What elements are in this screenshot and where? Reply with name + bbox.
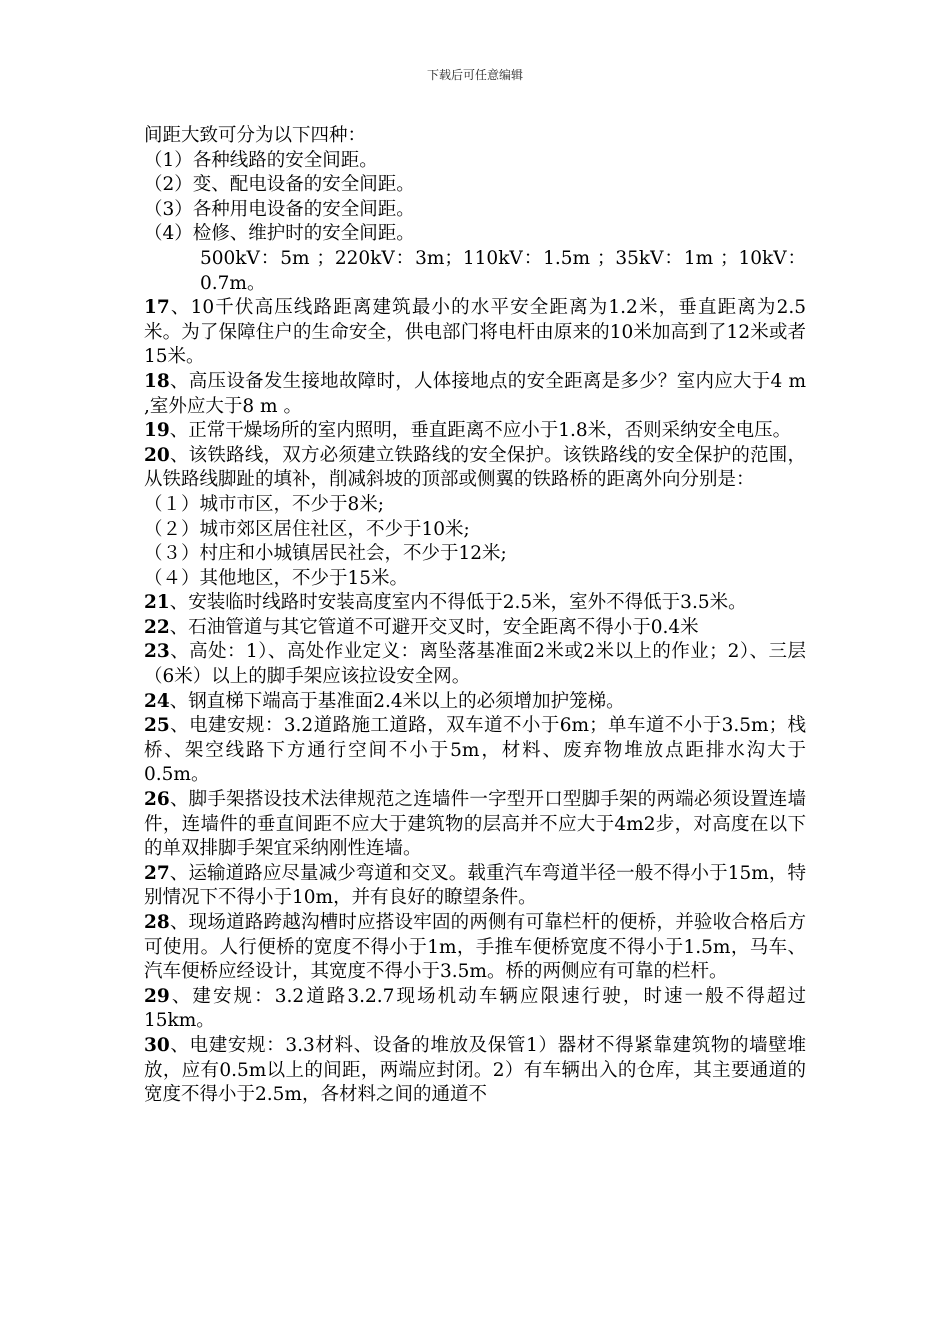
paragraph-number: 19 [144, 420, 170, 442]
paragraph-text: 、10千伏高压线路距离建筑最小的水平安全距离为1.2米，垂直距离为2.5米。为了保障住户的生命安全，供电部门将电杆由原来的10米加高到了12米或者15米。 [144, 297, 806, 368]
paragraph-text: （1）各种线路的安全间距。 [144, 149, 378, 171]
paragraph-text: 、脚手架搭设技术法律规范之连墙件一字型开口型脚手架的两端必须设置连墙件，连墙件的垂直间距不应大于建筑物的层高并不应大于4m2步，对高度在以下的单双排脚手架宜采纳刚性连墙。 [144, 789, 806, 860]
paragraph-text: （2）变、配电设备的安全间距。 [144, 174, 415, 196]
numbered-paragraph [144, 911, 806, 985]
paragraph-text: 、高处：1）、高处作业定义：离坠落基准面2米或2米以上的作业；2）、三层（6米）以上的脚手架应该拉设安全网。 [144, 641, 806, 688]
paragraph [144, 222, 806, 247]
paragraph-number: 28 [144, 912, 170, 933]
paragraph-text: 、该铁路线，双方必须建立铁路线的安全保护。该铁路线的安全保护的范围，从铁路线脚趾的填补，削减斜坡的顶部或侧翼的铁路桥的距离外向分别是： [144, 444, 806, 491]
paragraph [144, 518, 806, 543]
page-header: 下载后可任意编辑 [426, 68, 523, 82]
document-body [144, 124, 806, 1108]
numbered-paragraph [144, 714, 806, 788]
paragraph [144, 493, 806, 518]
paragraph-text: （4）检修、维护时的安全间距。 [144, 223, 415, 245]
paragraph-number: 27 [144, 862, 170, 884]
paragraph-text: （４）其他地区，不少于15米。 [144, 567, 409, 589]
paragraph [144, 149, 806, 174]
paragraph-text: （３）村庄和小城镇居民社会，不少于12米; [144, 543, 507, 565]
paragraph-number: 25 [144, 715, 170, 737]
numbered-paragraph [144, 690, 806, 715]
paragraph [144, 124, 806, 149]
numbered-paragraph [144, 640, 806, 689]
numbered-paragraph [144, 616, 806, 641]
paragraph-text: （２）城市郊区居住社区，不少于10米; [144, 518, 470, 540]
paragraph-text: 、建安规：3.2道路3.2.7现场机动车辆应限速行驶，时速一般不得超过15km。 [144, 985, 806, 1032]
paragraph-text: （１）城市市区，不少于8米; [144, 493, 385, 515]
numbered-paragraph [144, 985, 806, 1034]
paragraph-text: 、运输道路应尽量减少弯道和交叉。载重汽车弯道半径一般不得小于15m，特别情况下不得小于10m，并有良好的瞭望条件。 [144, 862, 806, 909]
paragraph-number: 18 [144, 370, 170, 392]
paragraph-text: 、钢直梯下端高于基准面2.4米以上的必须增加护笼梯。 [169, 690, 625, 712]
paragraph-text: 500kV：5m ；220kV：3m；110kV：1.5m ；35kV：1m ；10kV：0.7m。 [200, 247, 806, 294]
paragraph-number: 20 [144, 444, 170, 466]
paragraph-text: （3）各种用电设备的安全间距。 [144, 198, 415, 220]
paragraph-number: 23 [144, 641, 170, 663]
paragraph-text: 、石油管道与其它管道不可避开交叉时，安全距离不得小于0.4米 [169, 616, 699, 638]
paragraph [144, 173, 806, 198]
paragraph-number: 29 [144, 985, 170, 1007]
paragraph-number: 26 [144, 789, 170, 811]
paragraph [144, 247, 806, 296]
numbered-paragraph [144, 862, 806, 911]
numbered-paragraph [144, 296, 806, 370]
numbered-paragraph [144, 444, 806, 493]
paragraph [144, 567, 806, 592]
numbered-paragraph [144, 788, 806, 862]
paragraph-text: 、高压设备发生接地故障时，人体接地点的安全距离是多少？室内应大于4 m ,室外应大于8 m 。 [144, 370, 806, 417]
paragraph [144, 198, 806, 223]
paragraph-text: 间距大致可分为以下四种： [144, 125, 367, 146]
paragraph-number: 24 [144, 690, 170, 712]
numbered-paragraph [144, 419, 806, 444]
paragraph-text: 、正常干燥场所的室内照明，垂直距离不应小于1.8米，否则采纳安全电压。 [169, 420, 792, 442]
numbered-paragraph [144, 1034, 806, 1108]
paragraph-text: 、安装临时线路时安装高度室内不得低于2.5米，室外不得低于3.5米。 [169, 592, 747, 614]
paragraph [144, 542, 806, 567]
paragraph-text: 、现场道路跨越沟槽时应搭设牢固的两侧有可靠栏杆的便桥，并验收合格后方可使用。人行便桥的宽度不得小于1m，手推车便桥宽度不得小于1.5m，马车、汽车便桥应经设计，其宽度不得小于3.5m。桥的两侧应有可靠的栏杆。 [144, 912, 806, 983]
paragraph-text: 、电建安规：3.3材料、设备的堆放及保管1）器材不得紧靠建筑物的墙壁堆放，应有0.5m以上的间距，两端应封闭。2）有车辆出入的仓库，其主要通道的宽度不得小于2.5m，各材料之间的通道不 [144, 1034, 806, 1106]
paragraph-number: 21 [144, 592, 170, 614]
numbered-paragraph [144, 370, 806, 419]
paragraph-number: 17 [144, 297, 170, 319]
paragraph-number: 30 [144, 1034, 170, 1056]
paragraph-text: 、电建安规：3.2道路施工道路，双车道不小于6m；单车道不小于3.5m；栈桥、架空线路下方通行空间不小于5m，材料、废弃物堆放点距排水沟大于0.5m。 [144, 715, 806, 786]
paragraph-number: 22 [144, 616, 170, 638]
numbered-paragraph [144, 591, 806, 616]
